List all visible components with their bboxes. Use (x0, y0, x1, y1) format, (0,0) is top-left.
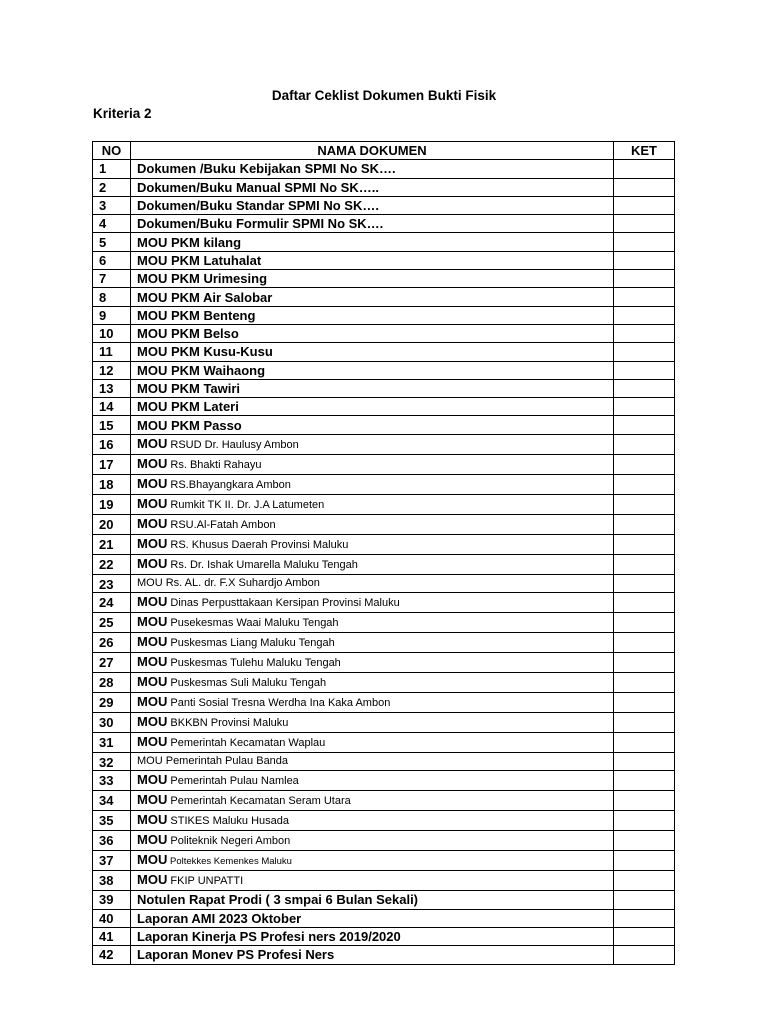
ket-cell (614, 613, 675, 633)
row-number: 38 (93, 871, 131, 891)
document-name-text: Panti Sosial Tresna Werdha Ina Kaka Ambon (167, 697, 391, 710)
ket-cell (614, 831, 675, 851)
header-no: NO (93, 142, 131, 160)
mou-prefix: MOU (137, 852, 168, 868)
document-name-text: Puskesmas Suli Maluku Tengah (167, 677, 327, 690)
row-number: 35 (93, 811, 131, 831)
document-name-cell (131, 554, 614, 574)
ket-cell (614, 196, 675, 214)
ket-cell (614, 434, 675, 454)
mou-prefix: MOU (137, 435, 168, 451)
table-row (93, 693, 675, 713)
document-name-cell (131, 494, 614, 514)
mou-prefix: MOU (137, 694, 168, 710)
row-number: 9 (93, 306, 131, 324)
document-name-cell (131, 306, 614, 324)
ket-cell (614, 251, 675, 269)
document-name-text: Rs. AL. dr. F.X Suhardjo Ambon (162, 576, 320, 589)
document-name-cell (131, 251, 614, 269)
table-row (93, 753, 675, 771)
ket-cell (614, 306, 675, 324)
mou-prefix: MOU (137, 614, 168, 630)
mou-prefix: MOU (137, 535, 168, 551)
ket-cell (614, 288, 675, 306)
document-name-cell (131, 160, 614, 178)
document-name-cell (131, 324, 614, 342)
mou-prefix: MOU (137, 755, 163, 768)
row-number: 34 (93, 791, 131, 811)
ket-cell (614, 178, 675, 196)
row-number: 25 (93, 613, 131, 633)
ket-cell (614, 733, 675, 753)
document-name-text: STIKES Maluku Husada (167, 815, 290, 828)
table-body (93, 160, 675, 964)
document-title: Daftar Ceklist Dokumen Bukti Fisik (271, 88, 497, 103)
document-name-cell (131, 713, 614, 733)
document-name-text: FKIP UNPATTI (167, 875, 244, 888)
ket-cell (614, 534, 675, 554)
table-row (93, 909, 675, 927)
table-row (93, 871, 675, 891)
mou-prefix: MOU (137, 792, 168, 808)
table-row (93, 398, 675, 416)
table-row (93, 160, 675, 178)
ket-cell (614, 927, 675, 945)
document-name-text: Notulen Rapat Prodi ( 3 smpai 6 Bulan Sekali) (137, 892, 419, 908)
document-name-text: RSUD Dr. Haulusy Ambon (167, 438, 299, 451)
document-name-cell (131, 343, 614, 361)
document-name-text: MOU PKM Benteng (137, 307, 256, 323)
document-name-text: Puskesmas Tulehu Maluku Tengah (167, 657, 341, 670)
ket-cell (614, 494, 675, 514)
header-ket: KET (614, 142, 675, 160)
table-row (93, 379, 675, 397)
document-name-cell (131, 215, 614, 233)
table-row (93, 613, 675, 633)
document-name-cell (131, 534, 614, 554)
row-number: 3 (93, 196, 131, 214)
document-name-text: BKKBN Provinsi Maluku (167, 717, 289, 730)
ket-cell (614, 343, 675, 361)
table-row (93, 653, 675, 673)
criteria-label: Kriteria 2 (93, 106, 152, 121)
document-name-text: Pemerintah Kecamatan Waplau (167, 737, 326, 750)
document-name-cell (131, 474, 614, 494)
document-name-text: MOU PKM Passo (137, 417, 242, 433)
ket-cell (614, 160, 675, 178)
document-name-cell (131, 753, 614, 771)
table-row (93, 514, 675, 534)
mou-prefix: MOU (137, 812, 168, 828)
table-row (93, 811, 675, 831)
ket-cell (614, 811, 675, 831)
table-row (93, 633, 675, 653)
row-number: 13 (93, 379, 131, 397)
document-name-text: Pusekesmas Waai Maluku Tengah (167, 617, 339, 630)
table-row (93, 891, 675, 909)
document-name-cell (131, 593, 614, 613)
row-number: 26 (93, 633, 131, 653)
table-row (93, 831, 675, 851)
row-number: 31 (93, 733, 131, 753)
ket-cell (614, 693, 675, 713)
row-number: 27 (93, 653, 131, 673)
row-number: 6 (93, 251, 131, 269)
ket-cell (614, 454, 675, 474)
table-row (93, 251, 675, 269)
table-row (93, 324, 675, 342)
table-row (93, 673, 675, 693)
table-row (93, 233, 675, 251)
document-name-cell (131, 831, 614, 851)
ket-cell (614, 771, 675, 791)
ket-cell (614, 753, 675, 771)
document-name-cell (131, 574, 614, 592)
row-number: 33 (93, 771, 131, 791)
document-name-cell (131, 454, 614, 474)
table-row (93, 791, 675, 811)
table-row (93, 178, 675, 196)
table-row (93, 196, 675, 214)
document-name-cell (131, 851, 614, 871)
document-name-cell (131, 673, 614, 693)
row-number: 7 (93, 270, 131, 288)
row-number: 8 (93, 288, 131, 306)
document-name-cell (131, 361, 614, 379)
row-number: 30 (93, 713, 131, 733)
row-number: 39 (93, 891, 131, 909)
row-number: 21 (93, 534, 131, 554)
table-row (93, 215, 675, 233)
ket-cell (614, 379, 675, 397)
document-name-text: MOU PKM Waihaong (137, 362, 266, 378)
document-name-cell (131, 791, 614, 811)
table-row (93, 927, 675, 945)
table-row (93, 733, 675, 753)
ket-cell (614, 270, 675, 288)
row-number: 28 (93, 673, 131, 693)
mou-prefix: MOU (137, 515, 168, 531)
ket-cell (614, 871, 675, 891)
table-row (93, 494, 675, 514)
document-name-text: Pemerintah Pulau Banda (162, 755, 289, 768)
row-number: 12 (93, 361, 131, 379)
row-number: 32 (93, 753, 131, 771)
mou-prefix: MOU (137, 634, 168, 650)
document-name-cell (131, 771, 614, 791)
ket-cell (614, 653, 675, 673)
row-number: 16 (93, 434, 131, 454)
row-number: 42 (93, 946, 131, 964)
document-name-cell (131, 891, 614, 909)
row-number: 24 (93, 593, 131, 613)
document-name-cell (131, 416, 614, 434)
document-name-cell (131, 946, 614, 964)
table-row (93, 454, 675, 474)
table-header-row (93, 142, 675, 160)
document-name-text: RSU.Al-Fatah Ambon (167, 518, 276, 531)
mou-prefix: MOU (137, 832, 168, 848)
table-row (93, 306, 675, 324)
document-name-text: MOU PKM Kusu-Kusu (137, 344, 273, 360)
ket-cell (614, 909, 675, 927)
mou-prefix: MOU (137, 872, 168, 888)
row-number: 23 (93, 574, 131, 592)
document-name-cell (131, 927, 614, 945)
document-name-cell (131, 233, 614, 251)
document-name-cell (131, 514, 614, 534)
document-name-text: Dokumen /Buku Kebijakan SPMI No SK…. (137, 161, 396, 177)
document-name-text: Pemerintah Pulau Namlea (167, 775, 299, 788)
document-name-text: Laporan Kinerja PS Profesi ners 2019/2020 (137, 929, 401, 945)
document-name-text: Pemerintah Kecamatan Seram Utara (167, 795, 351, 808)
document-name-text: MOU PKM Air Salobar (137, 289, 273, 305)
mou-prefix: MOU (137, 714, 168, 730)
document-name-text: MOU PKM kilang (137, 234, 242, 250)
row-number: 4 (93, 215, 131, 233)
row-number: 2 (93, 178, 131, 196)
mou-prefix: MOU (137, 594, 168, 610)
table-row (93, 434, 675, 454)
row-number: 10 (93, 324, 131, 342)
table-row (93, 713, 675, 733)
row-number: 37 (93, 851, 131, 871)
document-name-text: Rs. Dr. Ishak Umarella Maluku Tengah (167, 558, 358, 571)
table-row (93, 361, 675, 379)
row-number: 5 (93, 233, 131, 251)
ket-cell (614, 215, 675, 233)
table-row (93, 593, 675, 613)
ket-cell (614, 474, 675, 494)
row-number: 36 (93, 831, 131, 851)
document-name-text: Dinas Perpusttakaan Kersipan Provinsi Maluku (167, 597, 400, 610)
row-number: 41 (93, 927, 131, 945)
ket-cell (614, 514, 675, 534)
ket-cell (614, 633, 675, 653)
document-name-cell (131, 398, 614, 416)
table-row (93, 554, 675, 574)
table-row (93, 771, 675, 791)
table-row (93, 343, 675, 361)
document-name-cell (131, 196, 614, 214)
document-name-text: Dokumen/Buku Formulir SPMI No SK…. (137, 216, 384, 232)
mou-prefix: MOU (137, 576, 163, 589)
document-name-text: Dokumen/Buku Manual SPMI No SK….. (137, 179, 379, 195)
document-name-text: Dokumen/Buku Standar SPMI No SK…. (137, 198, 379, 214)
row-number: 20 (93, 514, 131, 534)
document-name-cell (131, 871, 614, 891)
document-name-cell (131, 653, 614, 673)
table-row (93, 288, 675, 306)
document-name-text: Poltekkes Kemenkes Maluku (167, 856, 292, 868)
document-name-cell (131, 288, 614, 306)
ket-cell (614, 713, 675, 733)
table-row (93, 474, 675, 494)
row-number: 14 (93, 398, 131, 416)
row-number: 40 (93, 909, 131, 927)
document-name-text: Rumkit TK II. Dr. J.A Latumeten (167, 498, 325, 511)
document-name-text: MOU PKM Urimesing (137, 271, 268, 287)
document-name-cell (131, 633, 614, 653)
row-number: 11 (93, 343, 131, 361)
ket-cell (614, 791, 675, 811)
document-name-cell (131, 270, 614, 288)
ket-cell (614, 891, 675, 909)
document-name-text: MOU PKM Latuhalat (137, 252, 262, 268)
ket-cell (614, 324, 675, 342)
mou-prefix: MOU (137, 734, 168, 750)
row-number: 19 (93, 494, 131, 514)
document-name-text: Politeknik Negeri Ambon (167, 835, 291, 848)
ket-cell (614, 851, 675, 871)
document-name-cell (131, 178, 614, 196)
row-number: 18 (93, 474, 131, 494)
document-name-cell (131, 811, 614, 831)
ket-cell (614, 398, 675, 416)
document-name-text: Laporan AMI 2023 Oktober (137, 910, 302, 926)
ket-cell (614, 233, 675, 251)
document-name-text: MOU PKM Belso (137, 326, 239, 342)
ket-cell (614, 554, 675, 574)
mou-prefix: MOU (137, 455, 168, 471)
table-row (93, 534, 675, 554)
mou-prefix: MOU (137, 654, 168, 670)
mou-prefix: MOU (137, 495, 168, 511)
mou-prefix: MOU (137, 475, 168, 491)
row-number: 22 (93, 554, 131, 574)
document-name-text: RS.Bhayangkara Ambon (167, 478, 291, 491)
row-number: 17 (93, 454, 131, 474)
table-row (93, 270, 675, 288)
document-name-cell (131, 693, 614, 713)
row-number: 15 (93, 416, 131, 434)
document-name-cell (131, 379, 614, 397)
document-name-text: Puskesmas Liang Maluku Tengah (167, 637, 335, 650)
ket-cell (614, 593, 675, 613)
ket-cell (614, 673, 675, 693)
row-number: 29 (93, 693, 131, 713)
row-number: 1 (93, 160, 131, 178)
mou-prefix: MOU (137, 772, 168, 788)
table-row (93, 574, 675, 592)
document-name-text: RS. Khusus Daerah Provinsi Maluku (167, 538, 349, 551)
document-name-cell (131, 434, 614, 454)
document-name-text: Rs. Bhakti Rahayu (167, 458, 262, 471)
header-document-name: NAMA DOKUMEN (131, 142, 614, 160)
ket-cell (614, 361, 675, 379)
checklist-table (92, 141, 675, 965)
document-name-cell (131, 613, 614, 633)
mou-prefix: MOU (137, 555, 168, 571)
document-name-text: Laporan Monev PS Profesi Ners (137, 947, 335, 963)
mou-prefix: MOU (137, 674, 168, 690)
document-name-text: MOU PKM Tawiri (137, 381, 241, 396)
ket-cell (614, 416, 675, 434)
document-name-cell (131, 733, 614, 753)
ket-cell (614, 946, 675, 964)
document-name-cell (131, 909, 614, 927)
document-name-text: MOU PKM Lateri (137, 399, 239, 415)
table-row (93, 946, 675, 964)
table-row (93, 851, 675, 871)
ket-cell (614, 574, 675, 592)
table-row (93, 416, 675, 434)
